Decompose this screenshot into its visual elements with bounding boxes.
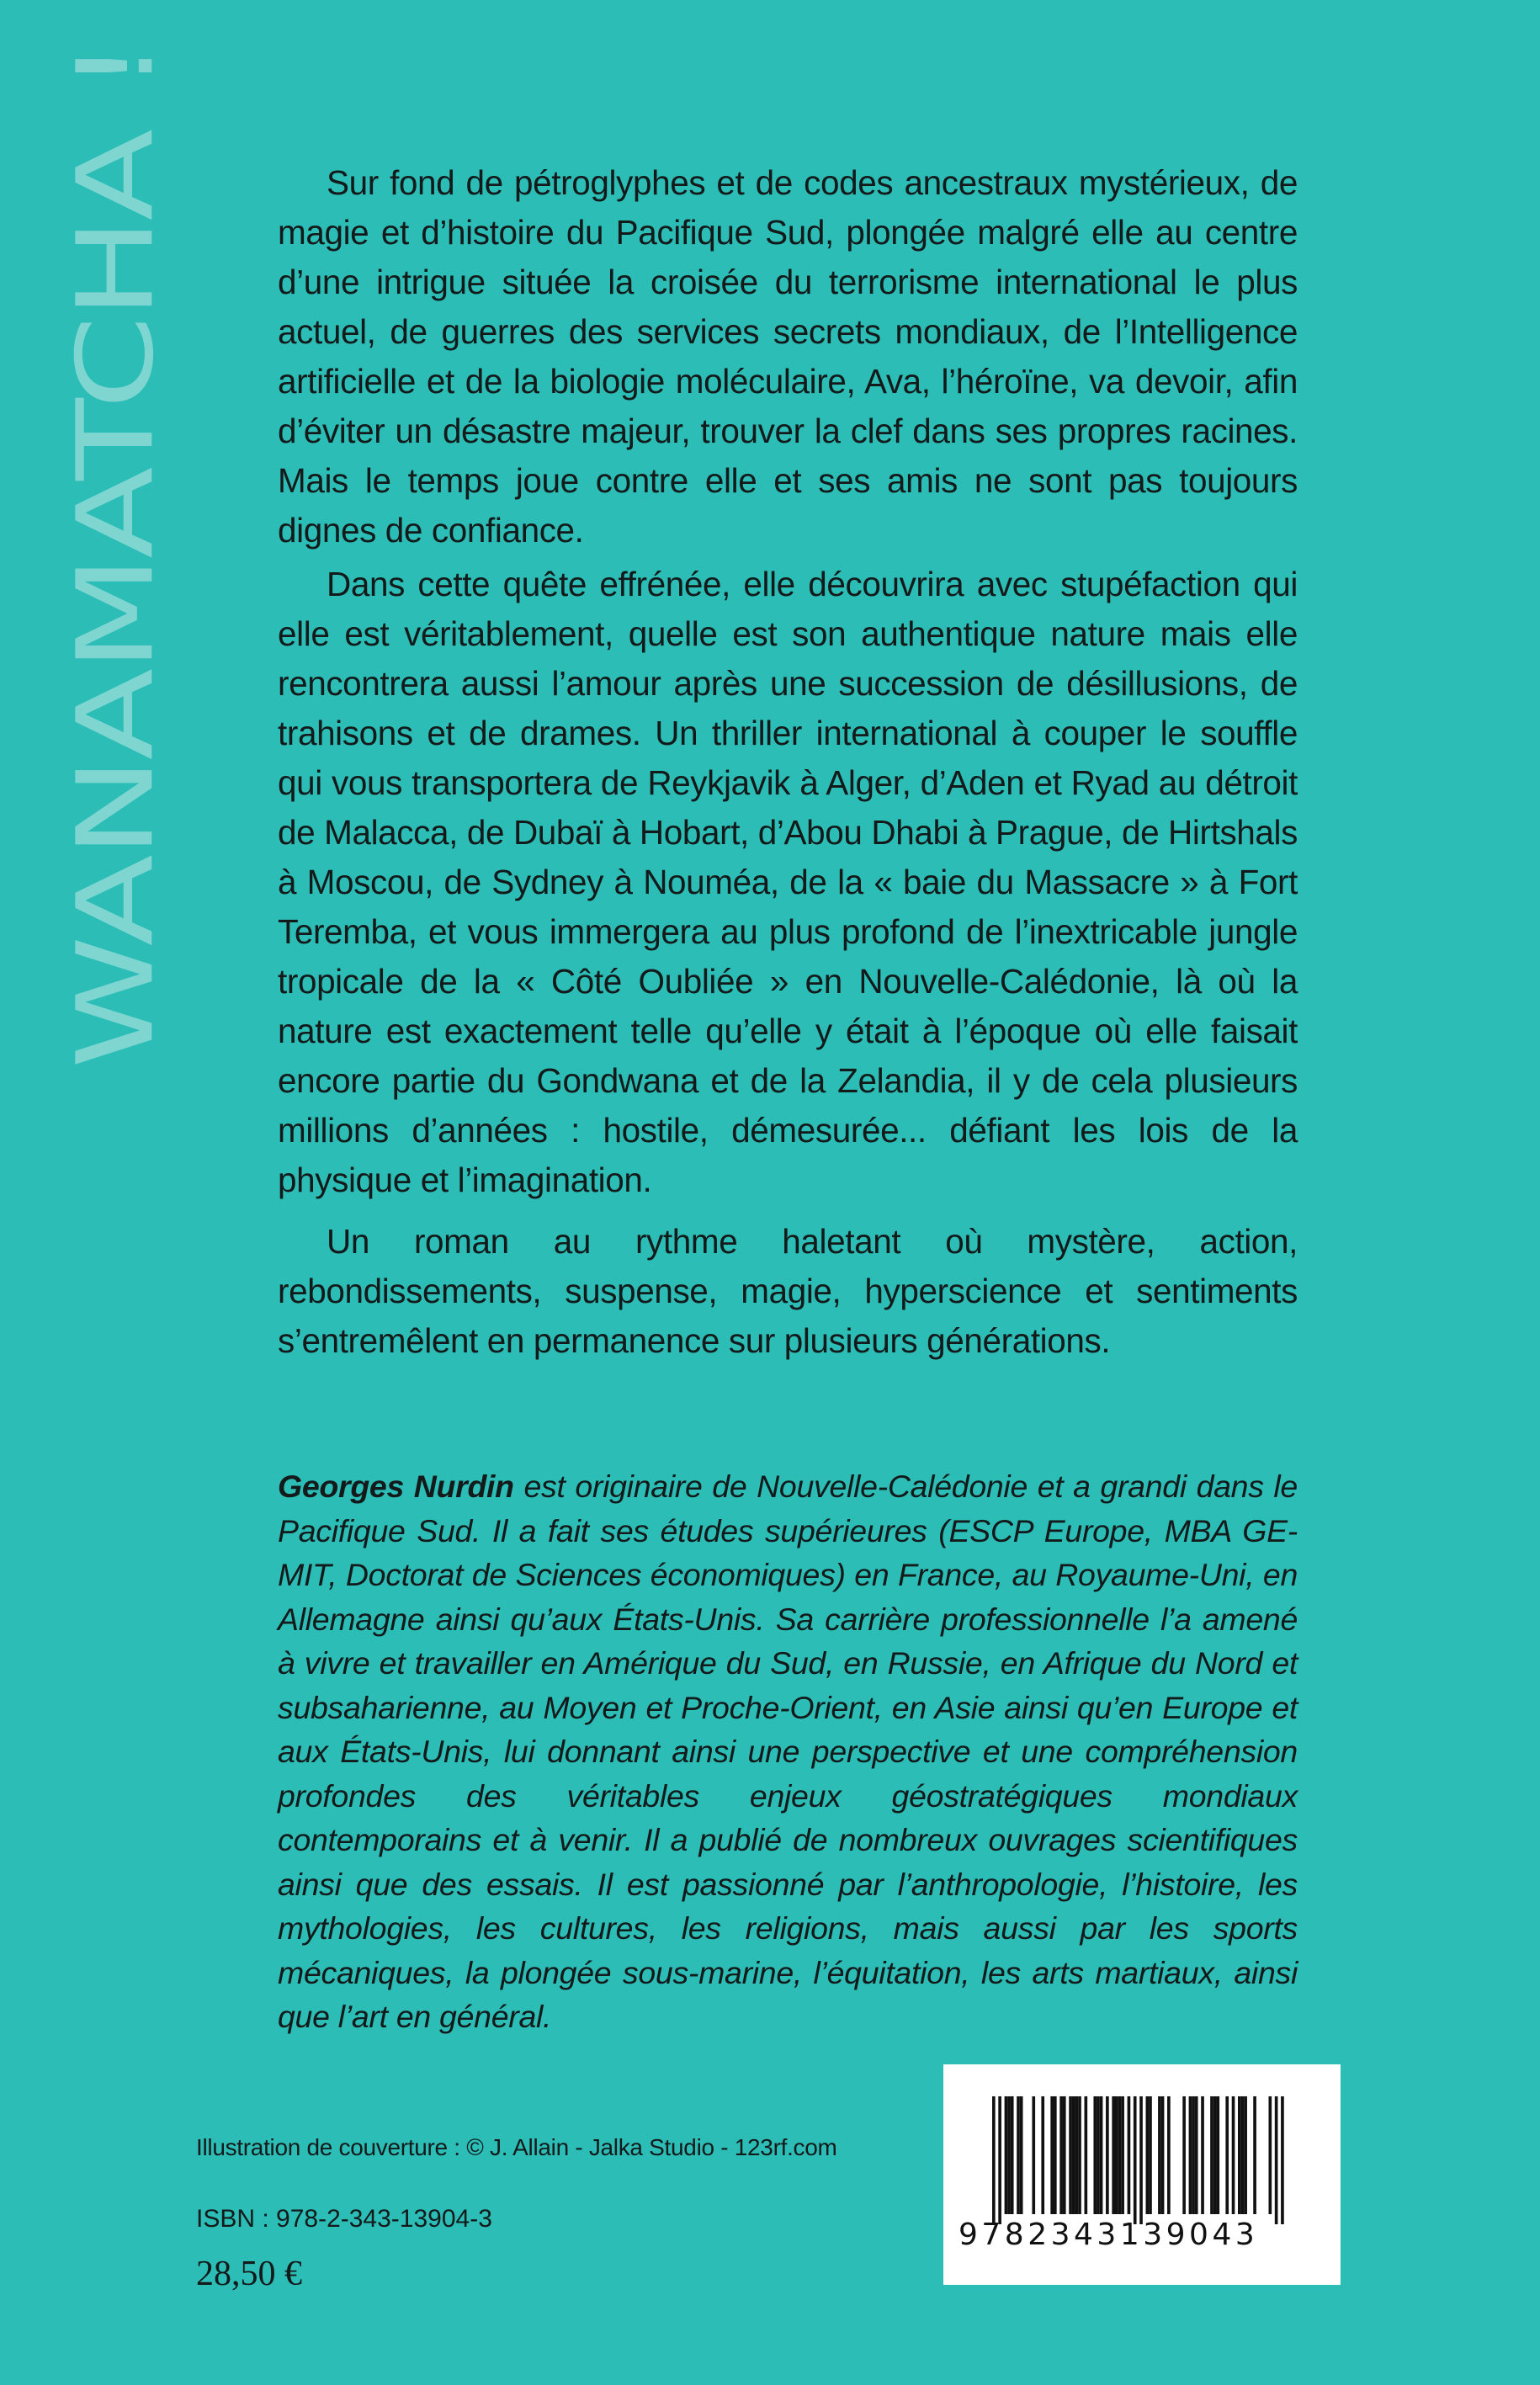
price: 28,50 € <box>196 2255 302 2293</box>
barcode-bar <box>1167 2096 1171 2214</box>
barcode-bar <box>1281 2096 1284 2224</box>
barcode-bar <box>1253 2096 1256 2214</box>
barcode-bar <box>1201 2096 1204 2214</box>
author-bio <box>278 1464 1298 2039</box>
barcode-bar <box>1100 2096 1103 2214</box>
barcode-bar <box>1063 2096 1066 2214</box>
barcode-bar <box>1118 2096 1122 2214</box>
barcode-bar <box>1078 2096 1081 2214</box>
spine-title: WANAMATCHA ! <box>54 42 177 1069</box>
barcode-bar <box>1238 2096 1241 2214</box>
barcode-bar <box>1054 2096 1057 2214</box>
author-bio-text: est originaire de Nouvelle-Calédonie et a grandi dans le Pacifique Sud. Il a fait ses études supérieures (ESCP Europe, MBA GE-MIT, Doctorat de Sciences économiques) en France, au Royaume-Uni, en Allemagne ainsi qu’aux États-Unis. Sa carrière professionnelle l’a amené à vivre et travailler en Amérique du Sud, en Russie, en Afrique du Nord et subsaharienne, au Moyen et Proche-Orient, en Asie ainsi qu’en Europe et aux États-Unis, lui donnant ainsi une perspective et une compréhension profondes des véritables enjeux géostratégiques mondiaux contemporains et à venir. Il a publié de nombreux ouvrages scientifiques ainsi que des essais. Il est passionné par l’anthropologie, l’histoire, les mythologies, les cultures, les religions, mais aussi par les sports mécaniques, la plongée sous-marine, l’équitation, les arts martiaux, ainsi que l’art en général. <box>278 1469 1298 2034</box>
barcode-bar <box>1112 2096 1115 2214</box>
barcode-bar <box>1121 2096 1124 2214</box>
barcode-bar <box>1059 2096 1063 2214</box>
blurb-paragraph-2: Dans cette quête effrénée, elle découvrira avec stupéfaction qui elle est véritablement, quelle est son authentique nature mais elle rencontrera aussi l’amour après une succession de désillusions, de trahisons et de drames. Un thriller international à couper le souffle qui vous transportera de Reykjavik à Alger, d’Aden et Ryad au détroit de Malacca, de Dubaï à Hobart, d’Abou Dhabi à Prague, de Hirtshals à Moscou, de Sydney à Nouméa, de la « baie du Massacre » à Fort Teremba, et vous immergera au plus profond de l’inextricable jungle tropicale de la « Côté Oubliée » en Nouvelle-Calédonie, là où la nature est exactement telle qu’elle y était à l’époque où elle faisait encore partie du Gondwana et de la Zelandia, il y de cela plusieurs millions d’années : hostile, démesurée... défiant les lois de la physique et l’imagination. <box>278 565 1298 1199</box>
barcode-bar <box>1161 2096 1165 2214</box>
author-name: Georges Nurdin <box>278 1469 514 1504</box>
barcode-bar <box>1041 2096 1044 2214</box>
barcode-bar <box>1192 2096 1195 2214</box>
barcode-bar <box>1106 2096 1109 2214</box>
barcode-bar <box>1020 2096 1023 2214</box>
barcode-bar <box>1195 2096 1198 2214</box>
barcode-bar <box>1139 2096 1143 2224</box>
barcode-bar <box>1182 2096 1186 2214</box>
barcode-bar <box>1097 2096 1100 2214</box>
blurb-paragraph-3: Un roman au rythme haletant où mystère, action, rebondissements, suspense, magie, hyperscience et sentiments s’entremêlent en permanence sur plusieurs générations. <box>278 1222 1298 1360</box>
barcode-bar <box>1216 2096 1219 2214</box>
barcode-bar <box>1134 2096 1137 2224</box>
barcode-bar <box>1017 2096 1020 2214</box>
barcode-bar <box>1158 2096 1161 2214</box>
barcode-bar <box>1093 2096 1097 2214</box>
isbn: ISBN : 978-2-343-13904-3 <box>196 2205 492 2233</box>
barcode-bar <box>1275 2096 1278 2224</box>
barcode-bar <box>1269 2096 1272 2214</box>
barcode <box>943 2064 1341 2285</box>
barcode-bar <box>1115 2096 1118 2214</box>
barcode-bar <box>1032 2096 1035 2214</box>
barcode-bar <box>1189 2096 1192 2214</box>
barcode-bar <box>1213 2096 1217 2214</box>
cover-credit: Illustration de couverture : © J. Allain - Jalka Studio - 123rf.com <box>196 2134 837 2160</box>
barcode-bar <box>998 2096 1001 2224</box>
barcode-bar <box>1210 2096 1213 2214</box>
barcode-bar <box>1007 2096 1011 2214</box>
barcode-bar <box>1128 2096 1131 2214</box>
barcode-bar <box>1232 2096 1235 2214</box>
barcode-bar <box>1072 2096 1075 2214</box>
barcode-bar <box>1146 2096 1150 2214</box>
barcode-bar <box>1244 2096 1247 2214</box>
barcode-bar <box>1149 2096 1152 2214</box>
barcode-bar <box>1011 2096 1014 2214</box>
barcode-bar <box>1225 2096 1229 2214</box>
barcode-digits: 9782343139043 <box>959 2218 1259 2252</box>
barcode-bar <box>1050 2096 1054 2214</box>
barcode-bar <box>1085 2096 1088 2214</box>
barcode-bar <box>1241 2096 1245 2214</box>
barcode-bar <box>992 2096 996 2224</box>
barcode-bar <box>1069 2096 1072 2214</box>
blurb-paragraph-1: Sur fond de pétroglyphes et de codes ancestraux mystérieux, de magie et d’histoire du Pacifique Sud, plongée malgré elle au centre d’une intrigue située la croisée du terrorisme international le plus actuel, de guerres des services secrets mondiaux, de l’Intelligence artificielle et de la biologie moléculaire, Ava, l’héroïne, va devoir, afin d’éviter un désastre majeur, trouver la clef dans ses propres racines. Mais le temps joue contre elle et ses amis ne sont pas toujours dignes de confiance. <box>278 163 1298 550</box>
barcode-bar <box>1075 2096 1079 2214</box>
barcode-bar <box>1005 2096 1008 2214</box>
